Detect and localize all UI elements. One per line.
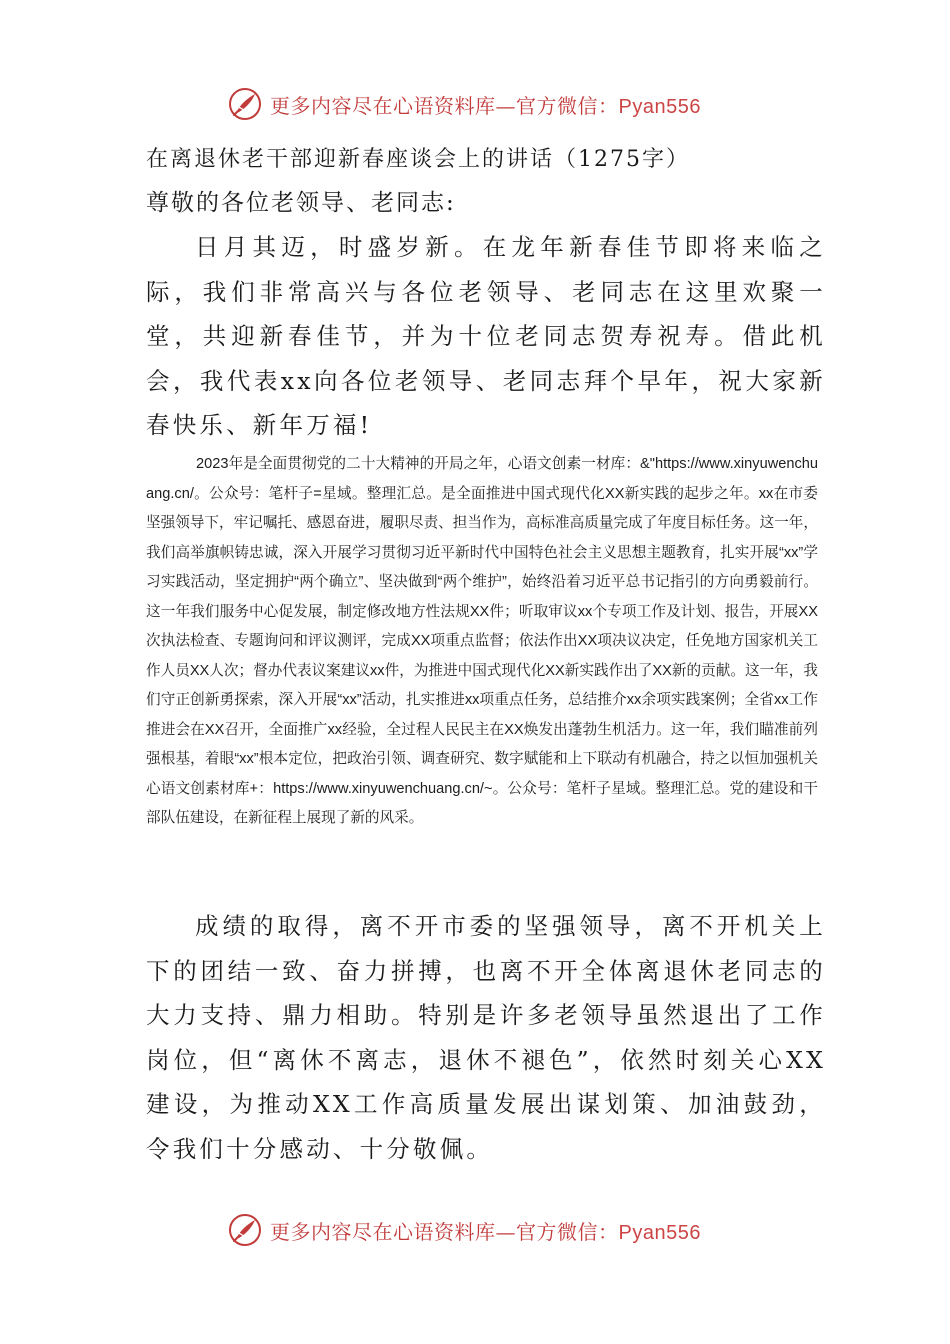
quill-pen-logo-icon <box>228 1213 262 1247</box>
wechat-id: Pyan556 <box>618 95 701 118</box>
header-banner <box>228 84 728 124</box>
document-title: 在离退休老干部迎新春座谈会上的讲话（1275字） <box>146 147 690 172</box>
salutation: 尊敬的各位老领导、老同志: <box>146 190 456 216</box>
paragraph-greeting: 日月其迈，时盛岁新。在龙年新春佳节即将来临之际，我们非常高兴与各位老领导、老同志在这里欢聚一堂，共迎新春佳节，并为十位老同志贺寿祝寿。借此机会，我代表xx向各位老领导、老同志拜个早年，祝大家新春快乐、新年万福! <box>146 233 826 439</box>
footer-banner <box>228 1210 728 1250</box>
wechat-id: Pyan556 <box>618 1221 701 1244</box>
paragraph-achievements: 2023年是全面贯彻党的二十大精神的开局之年，心语文创素一材库：&"https://www.xinyuwenchuang.cn/。公众号：笔杆子=星域。整理汇总。是全面推进中国式现代化XX新实践的起步之年。xx在市委坚强领导下，牢记嘱托、感恩奋进，履职尽责、担当作为，高标准高质量完成了年度目标任务。这一年，我们高举旗帜铸忠诚，深入开展学习贯彻习近平新时代中国特色社会主义思想主题教育，扎实开展“xx”学习实践活动，坚定拥护“两个确立”、坚决做到“两个维护”，始终沿着习近平总书记指引的方向勇毅前行。这一年我们服务中心促发展，制定修改地方性法规XX件；听取审议xx个专项工作及计划、报告，开展XX次执法检查、专题询问和评议测评，完成XX项重点监督；依法作出XX项决议决定，任免地方国家机关工作人员XX人次；督办代表议案建议xx件，为推进中国式现代化XX新实践作出了XX新的贡献。这一年，我们守正创新勇探索，深入开展“xx”活动，扎实推进xx项重点任务，总结推介xx余项实践案例；全省xx工作推进会在XX召开，全面推广xx经验，全过程人民民主在XX焕发出蓬勃生机活力。这一年，我们瞄准前列强根基，着眼“xx”根本定位，把政治引领、调查研究、数字赋能和上下联动有机融合，持之以恒加强机关心语文创素材库+：https://www.xinyuwenchuang.cn/~。公众号：笔杆子星域。整理汇总。党的建设和干部队伍建设，在新征程上展现了新的风采。 <box>146 456 818 826</box>
banner-text: 更多内容尽在心语资料库—官方微信：Pyan556 <box>270 1219 701 1244</box>
quill-pen-logo-icon <box>228 87 262 121</box>
banner-text: 更多内容尽在心语资料库—官方微信：Pyan556 <box>270 93 701 118</box>
paragraph-gratitude: 成绩的取得，离不开市委的坚强领导，离不开机关上下的团结一致、奋力拼搏，也离不开全体离退休老同志的大力支持、鼎力相助。特别是许多老领导虽然退出了工作岗位，但“离休不离志，退休不褪色”，依然时刻关心XX建设，为推动XX工作高质量发展出谋划策、加油鼓劲，令我们十分感动、十分敬佩。 <box>146 912 826 1163</box>
